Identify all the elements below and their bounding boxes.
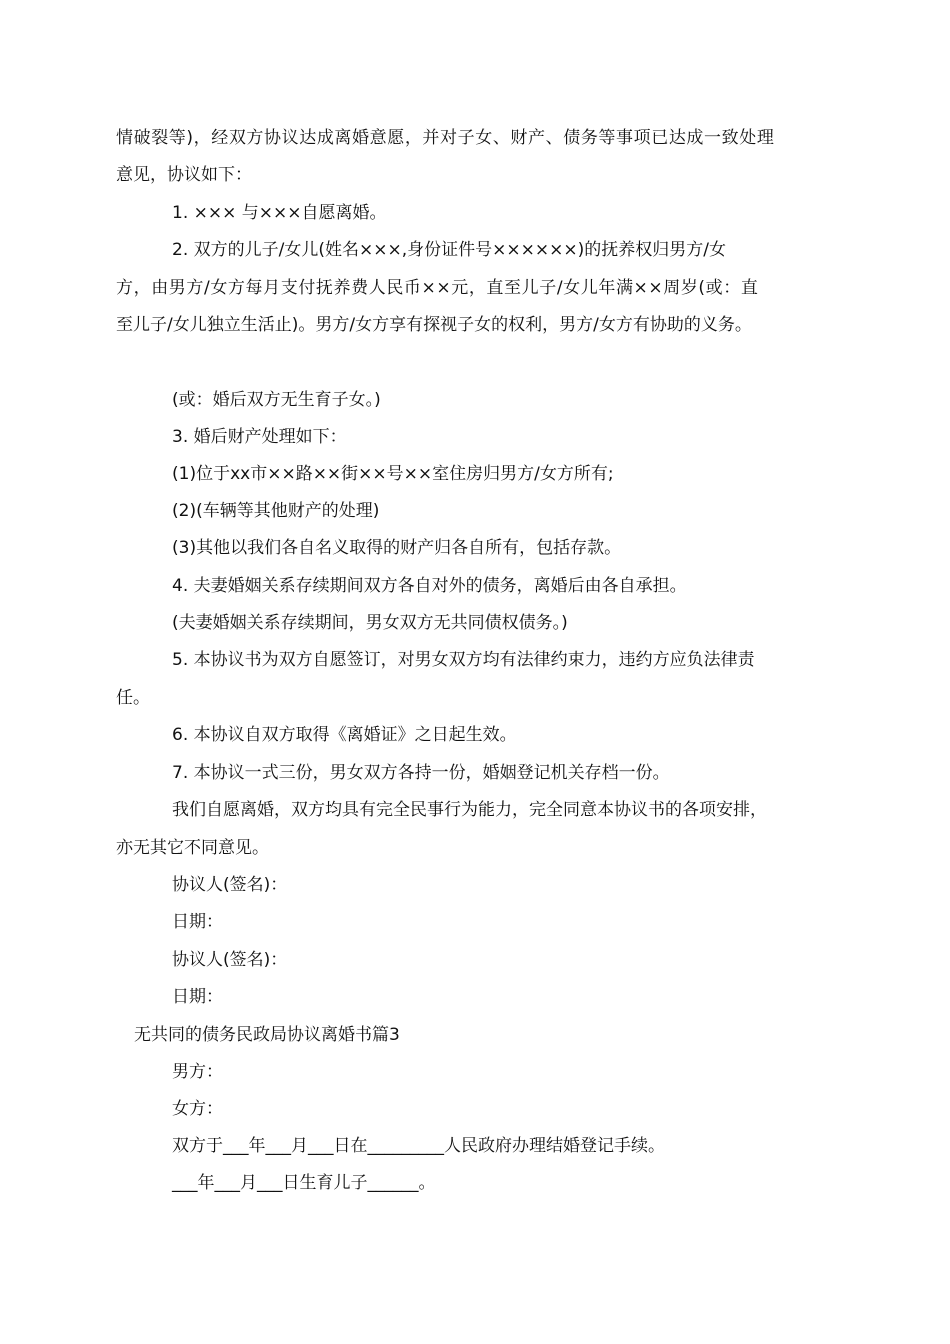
male-party-label: 男方：	[172, 1062, 223, 1082]
clause-7: 7. 本协议一式三份，男女双方各持一份，婚姻登记机关存档一份。	[172, 763, 670, 783]
clause-4: 4. 夫妻婚姻关系存续期间双方各自对外的债务，离婚后由各自承担。	[172, 576, 687, 596]
clause-3: 3. 婚后财产处理如下：	[172, 427, 347, 447]
declaration-line: 我们自愿离婚，双方均具有完全民事行为能力，完全同意本协议书的各项安排，	[172, 800, 767, 820]
date-label: 日期：	[172, 987, 223, 1007]
clause-3-item-1: (1)位于xx市××路××街××号××室住房归男方/女方所有;	[172, 464, 614, 484]
clause-5: 5. 本协议书为双方自愿签订，对男女双方均有法律约束力，违约方应负法律责	[172, 650, 755, 670]
paragraph-line: 情破裂等)，经双方协议达成离婚意愿，并对子女、财产、债务等事项已达成一致处理	[116, 128, 775, 148]
signature-label: 协议人(签名)：	[172, 950, 288, 970]
clause-1: 1. ××× 与×××自愿离婚。	[172, 203, 387, 223]
paragraph-line: 方，由男方/女方每月支付抚养费人民币××元，直至儿子/女儿年满××周岁(或：直	[116, 278, 759, 298]
clause-2: 2. 双方的儿子/女儿(姓名×××,身份证件号××××××)的抚养权归男方/女	[172, 240, 726, 260]
paragraph-line: 至儿子/女儿独立生活止)。男方/女方享有探视子女的权利，男方/女方有协助的义务。	[116, 315, 752, 335]
clause-3-item-2: (2)(车辆等其他财产的处理)	[172, 501, 380, 521]
clause-6: 6. 本协议自双方取得《离婚证》之日起生效。	[172, 725, 517, 745]
clause-3-item-3: (3)其他以我们各自名义取得的财产归各自所有，包括存款。	[172, 538, 622, 558]
paragraph-line: 任。	[116, 688, 150, 708]
child-birth-line: ___年___月___日生育儿子______。	[172, 1173, 436, 1193]
signature-label: 协议人(签名)：	[172, 875, 288, 895]
paragraph-line: 亦无其它不同意见。	[116, 838, 269, 858]
marriage-registration-line: 双方于___年___月___日在_________人民政府办理结婚登记手续。	[172, 1136, 665, 1156]
clause-note: (夫妻婚姻关系存续期间，男女双方无共同债权债务。)	[172, 613, 568, 633]
section-heading: 无共同的债务民政局协议离婚书篇3	[134, 1025, 400, 1045]
paragraph-line: 意见，协议如下：	[116, 165, 252, 185]
date-label: 日期：	[172, 912, 223, 932]
clause-note: (或：婚后双方无生育子女。)	[172, 390, 381, 410]
female-party-label: 女方：	[172, 1099, 223, 1119]
